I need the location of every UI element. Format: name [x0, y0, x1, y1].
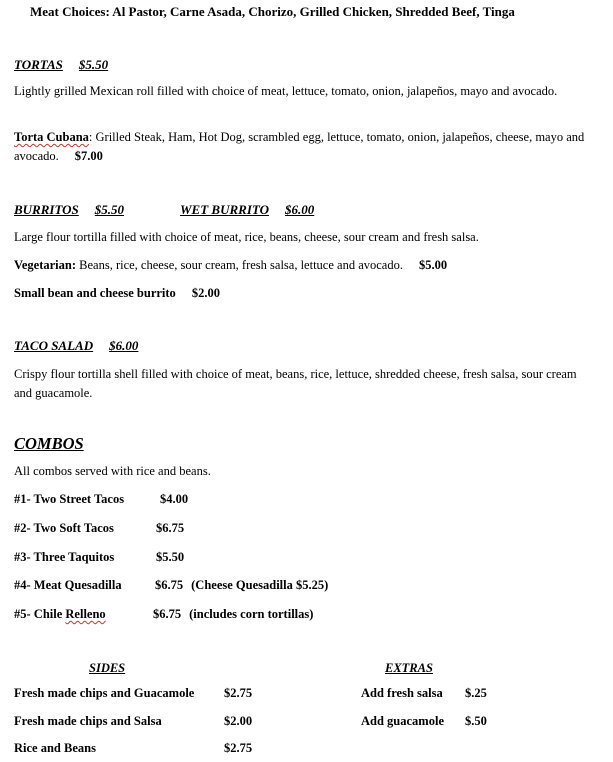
small-burrito-name: Small bean and cheese burrito	[14, 286, 176, 300]
wet-burrito-price: $6.00	[284, 202, 315, 217]
tortas-heading-label: TORTAS	[14, 57, 63, 72]
tortas-heading	[14, 57, 108, 73]
burritos-price: $5.50	[94, 202, 125, 217]
combo-item	[14, 550, 184, 565]
taco-salad-price: $6.00	[109, 338, 139, 353]
combo-item	[14, 607, 313, 622]
vegetarian-price: $5.00	[418, 258, 448, 272]
side-item	[14, 686, 252, 701]
combo-1-name: #1- Two Street Tacos	[14, 492, 125, 506]
wet-burrito-heading	[180, 202, 314, 218]
sides-heading: SIDES	[89, 661, 126, 675]
side-1-price: $2.75	[224, 686, 253, 700]
side-2-name: Fresh made chips and Salsa	[14, 714, 162, 728]
burritos-heading-label: BURRITOS	[14, 202, 79, 217]
side-3-price: $2.75	[224, 741, 253, 755]
side-item	[14, 714, 252, 729]
torta-cubana-name: Torta Cubana	[14, 130, 89, 144]
side-2-price: $2.00	[224, 714, 253, 728]
taco-salad-heading	[14, 338, 138, 354]
tortas-price: $5.50	[78, 57, 109, 72]
combos-note: All combos served with rice and beans.	[14, 464, 211, 478]
combo-2-price: $6.75	[156, 521, 185, 535]
small-burrito-item	[14, 286, 220, 301]
combo-5-price: $6.75	[153, 607, 182, 621]
combo-4-price: $6.75	[155, 578, 184, 592]
combo-item	[14, 521, 184, 536]
extra-2-price: $.50	[465, 714, 487, 728]
side-1-name: Fresh made chips and Guacamole	[14, 686, 195, 700]
extra-item	[361, 686, 487, 701]
extra-item	[361, 714, 487, 729]
meat-choices-line: Meat Choices: Al Pastor, Carne Asada, Chorizo, Grilled Chicken, Shredded Beef, Tinga	[30, 4, 515, 19]
combo-4-name: #4- Meat Quesadilla	[14, 578, 122, 592]
taco-salad-description: Crispy flour tortilla shell filled with choice of meat, beans, rice, lettuce, shredded cheese, fresh salsa, sour cream and guacamole.	[14, 367, 577, 400]
combo-3-price: $5.50	[156, 550, 185, 564]
small-burrito-price: $2.00	[191, 286, 220, 300]
combos-heading: COMBOS	[14, 434, 84, 453]
side-item	[14, 741, 252, 756]
vegetarian-name: Vegetarian:	[14, 258, 77, 272]
combo-4-extra: (Cheese Quesadilla $5.25)	[191, 578, 329, 592]
combo-5-name-prefix: #5- Chile	[14, 607, 66, 621]
combo-1-price: $4.00	[160, 492, 189, 506]
taco-salad-label: TACO SALAD	[14, 338, 94, 353]
combo-2-name: #2- Two Soft Tacos	[14, 521, 114, 535]
combo-5-extra: (includes corn tortillas)	[189, 607, 314, 621]
side-3-name: Rice and Beans	[14, 741, 96, 755]
extra-1-price: $.25	[465, 686, 487, 700]
wet-burrito-label: WET BURRITO	[180, 202, 269, 217]
extras-heading: EXTRAS	[385, 661, 433, 675]
vegetarian-item	[14, 258, 447, 273]
torta-cubana-desc: : Grilled Steak, Ham, Hot Dog, scrambled egg, lettuce, tomato, onion, jalapeños, cheese, mayo and avocado.	[14, 130, 585, 163]
tortas-description: Lightly grilled Mexican roll filled with choice of meat, lettuce, tomato, onion, jalapeños, mayo and avocado.	[14, 84, 558, 98]
vegetarian-desc: Beans, rice, cheese, sour cream, fresh salsa, lettuce and avocado.	[76, 258, 403, 272]
combo-5-name	[14, 607, 153, 622]
burritos-heading	[14, 202, 124, 218]
torta-cubana-item	[14, 128, 586, 166]
combo-5-name-squig: Relleno	[65, 607, 106, 621]
burritos-description: Large flour tortilla filled with choice of meat, rice, beans, cheese, sour cream and fresh salsa.	[14, 230, 479, 244]
extra-1-name: Add fresh salsa	[361, 686, 443, 700]
torta-cubana-price: $7.00	[74, 149, 103, 163]
extra-2-name: Add guacamole	[361, 714, 444, 728]
combo-item	[14, 492, 188, 507]
combo-item	[14, 578, 328, 593]
combo-3-name: #3- Three Taquitos	[14, 550, 115, 564]
